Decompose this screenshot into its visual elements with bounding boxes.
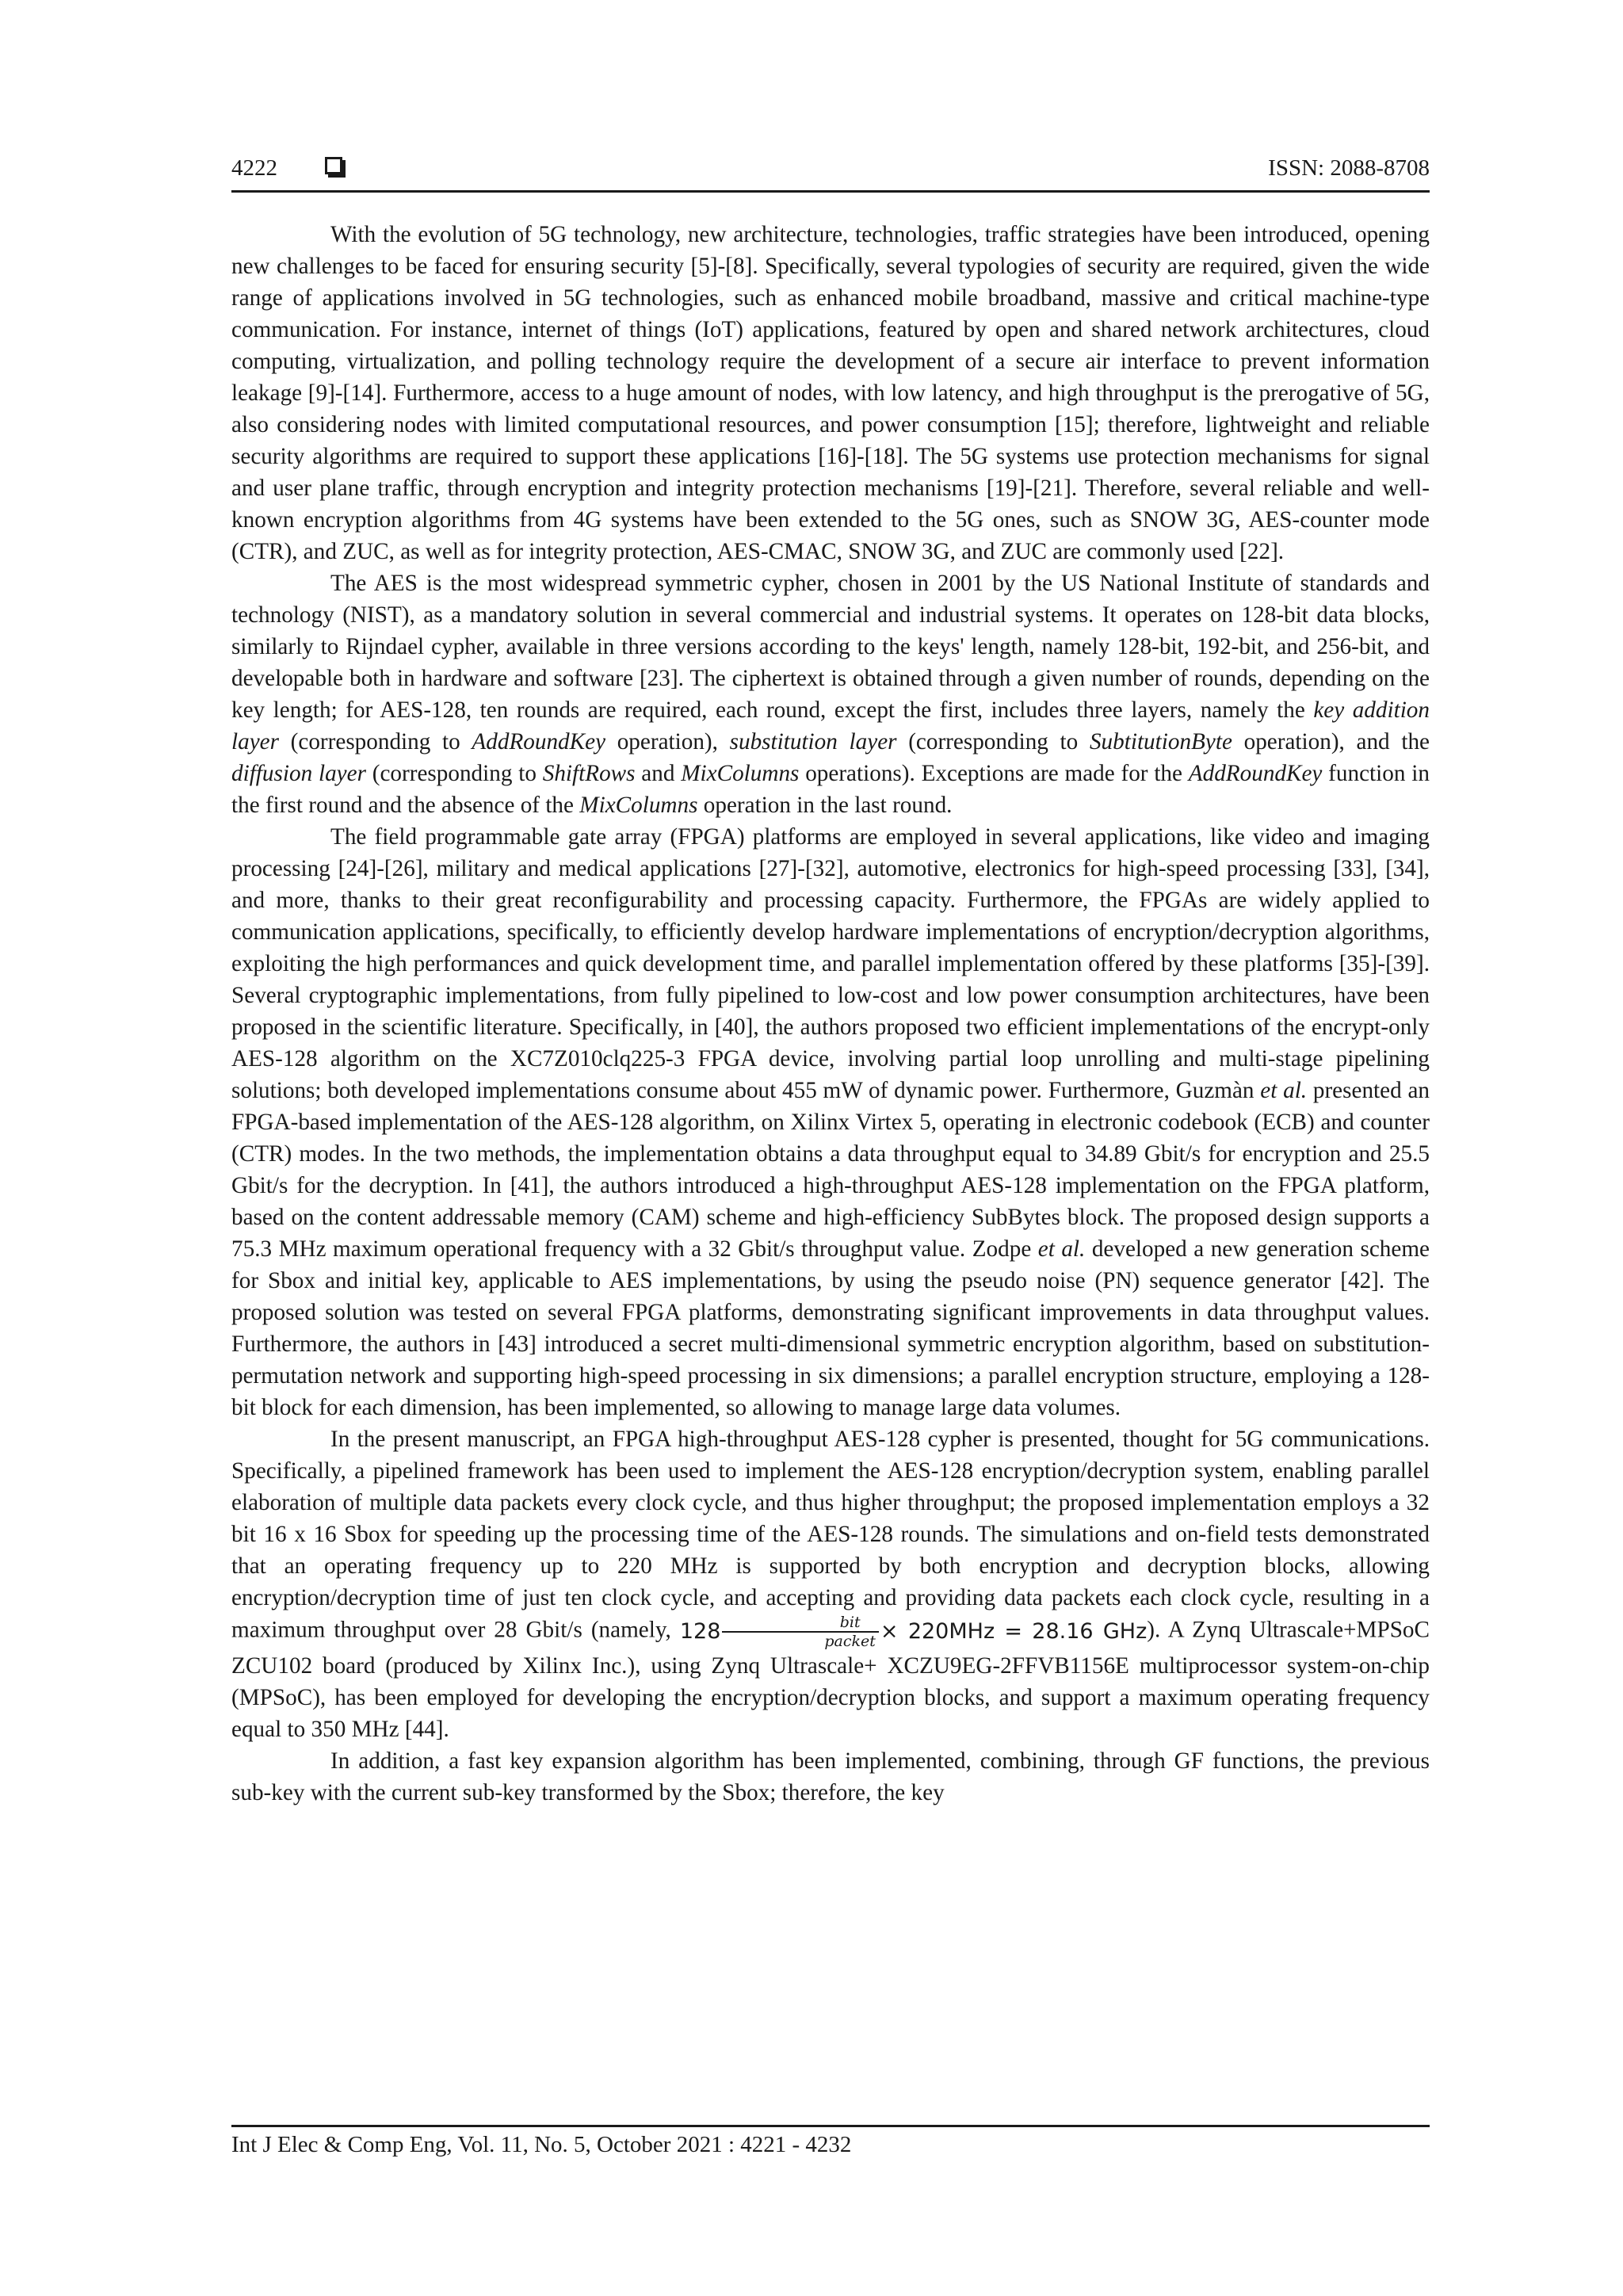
header-divider <box>231 190 1430 193</box>
throughput-formula: 128 $\frac{\text{bit}}{\text{packet}}$ × 220MHz = 28.16 GHz <box>679 1614 1148 1650</box>
paragraph-fpga-literature: The field programmable gate array (FPGA) platforms are employed in several applications, like video and imaging processing [24]-[26], military and medical applications [27]-[32], automotive, electronics for high-speed processing [33], [34], and more, thanks to their great reconfigurability and processing capacity. Furthermore, the FPGAs are widely applied to communication applications, specifically, to efficiently develop hardware implementations of encryption/decryption algorithms, exploiting the high performances and quick development time, and parallel implementation offered by these platforms [35]-[39]. Several cryptographic implementations, from fully pipelined to low-cost and low power consumption architectures, have been proposed in the scientific literature. Specifically, in [40], the authors proposed two efficient implementations of the encrypt-only AES-128 algorithm on the XC7Z010clq225-3 FPGA device, involving partial loop unrolling and multi-stage pipelining solutions; both developed implementations consume about 455 mW of dynamic power. Furthermore, Guzmàn et al. presented an FPGA-based implementation of the AES-128 algorithm, on Xilinx Virtex 5, operating in electronic codebook (ECB) and counter (CTR) modes. In the two methods, the implementation obtains a data throughput equal to 34.89 Gbit/s for encryption and 25.5 Gbit/s for the decryption. In [41], the authors introduced a high-throughput AES-128 implementation on the FPGA platform, based on the content addressable memory (CAM) scheme and high-efficiency SubBytes block. The proposed design supports a 75.3 MHz maximum operational frequency with a 32 Gbit/s throughput value. Zodpe et al. developed a new generation scheme for Sbox and initial key, applicable to AES implementations, by using the pseudo noise (PN) sequence generator [42]. The proposed solution was tested on several FPGA platforms, demonstrating significant improvements in data throughput values. Furthermore, the authors in [43] introduced a secret multi-dimensional symmetric encryption algorithm, based on substitution-permutation network and supporting high-speed processing in six dimensions; a parallel encryption structure, employing a 128-bit block for each dimension, has been implemented, so allowing to manage large data volumes. <box>231 824 1430 1420</box>
paragraph-key-expansion: In addition, a fast key expansion algorithm has been implemented, combining, through GF functions, the previous sub-key with the current sub-key transformed by the Sbox; therefore, the key <box>231 1748 1430 1805</box>
article-body <box>231 219 1430 1809</box>
paragraph-aes-overview: The AES is the most widespread symmetric cypher, chosen in 2001 by the US National Institute of standards and technology (NIST), as a mandatory solution in several commercial and industrial systems. It operates on 128-bit data blocks, similarly to Rijndael cypher, available in three versions according to the keys' length, namely 128-bit, 192-bit, and 256-bit, and developable both in hardware and software [23]. The ciphertext is obtained through a given number of rounds, depending on the key length; for AES-128, ten rounds are required, each round, except the first, includes three layers, namely the key addition layer (corresponding to AddRoundKey operation), substitution layer (corresponding to SubtitutionByte operation), and the diffusion layer (corresponding to ShiftRows and MixColumns operations). Exceptions are made for the AddRoundKey function in the first round and the absence of the MixColumns operation in the last round. <box>231 571 1430 818</box>
footer-divider <box>231 2125 1430 2127</box>
square-bullet-icon <box>325 157 342 174</box>
paragraph-5g-security: With the evolution of 5G technology, new architecture, technologies, traffic strategies have been introduced, opening new challenges to be faced for ensuring security [5]-[8]. Specifically, several typologies of security are required, given the wide range of applications involved in 5G technologies, such as enhanced mobile broadband, massive and critical machine-type communication. For instance, internet of things (IoT) applications, featured by open and shared network architectures, cloud computing, virtualization, and polling technology require the development of a secure air interface to prevent information leakage [9]-[14]. Furthermore, access to a huge amount of nodes, with low latency, and high throughput is the prerogative of 5G, also considering nodes with limited computational resources, and power consumption [15]; therefore, lightweight and reliable security algorithms are required to support these applications [16]-[18]. The 5G systems use protection mechanisms for signal and user plane traffic, through encryption and integrity protection mechanisms [19]-[21]. Therefore, several reliable and well-known encryption algorithms from 4G systems have been extended to the 5G ones, such as SNOW 3G, AES-counter mode (CTR), and ZUC, as well as for integrity protection, AES-CMAC, SNOW 3G, and ZUC are commonly used [22]. <box>231 222 1430 564</box>
footer-citation: Int J Elec & Comp Eng, Vol. 11, No. 5, October 2021 : 4221 - 4232 <box>231 2132 852 2157</box>
paragraph-present-manuscript: In the present manuscript, an FPGA high-throughput AES-128 cypher is presented, thought for 5G communications. Specifically, a pipelined framework has been used to implement the AES-128 encryption/decryption system, enabling parallel elaboration of multiple data packets every clock cycle, and thus higher throughput; the proposed implementation employs a 32 bit 16 x 16 Sbox for speeding up the processing time of the AES-128 rounds. The simulations and on-field tests demonstrated that an operating frequency up to 220 MHz is supported by both encryption and decryption blocks, allowing encryption/decryption time of just ten clock cycle, and accepting and providing data packets each clock cycle, resulting in a maximum throughput over 28 Gbit/s (namely, 128 $\frac{\text{bit}}{\text{packet}}$ × 220MHz = 28.16 GHz). A Zynq Ultrascale+MPSoC ZCU102 board (produced by Xilinx Inc.), using Zynq Ultrascale+ XCZU9EG-2FFVB1156E multiprocessor system-on-chip (MPSoC), has been employed for developing the encryption/decryption blocks, and support a maximum operating frequency equal to 350 MHz [44]. <box>231 1427 1430 1742</box>
page-number: 4222 <box>231 155 277 181</box>
page-header <box>231 155 1430 192</box>
bit-per-packet-fraction: $\frac{\text{bit}}{\text{packet}}$ <box>722 1614 879 1650</box>
issn-label: ISSN: 2088-8708 <box>1268 155 1430 181</box>
